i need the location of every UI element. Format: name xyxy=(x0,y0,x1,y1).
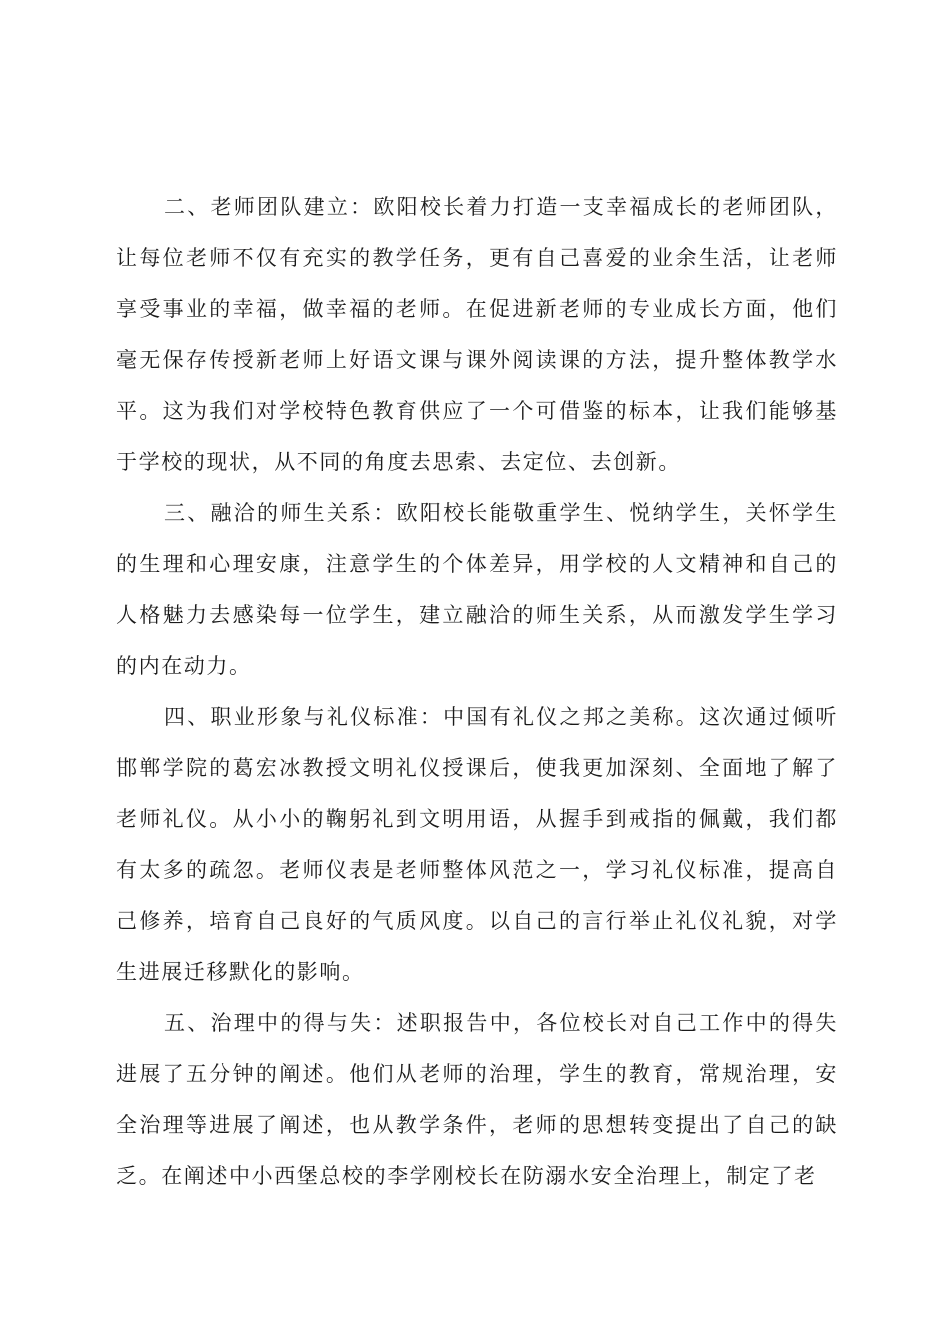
paragraph-teacher-student-relationship: 三、融洽的师生关系：欧阳校长能敬重学生、悦纳学生，关怀学生的生理和心理安康，注意学生的个体差异，用学校的人文精神和自己的人格魅力去感染每一位学生，建立融洽的师生关系，从而激发学生学习的内在动力。 xyxy=(116,501,838,678)
paragraph-etiquette-standards: 四、职业形象与礼仪标准：中国有礼仪之邦之美称。这次通过倾听邯郸学院的葛宏冰教授文明礼仪授课后，使我更加深刻、全面地了解了老师礼仪。从小小的鞠躬礼到文明用语，从握手到戒指的佩戴，我们都有太多的疏忽。老师仪表是老师整体风范之一，学习礼仪标准，提高自己修养，培育自己良好的气质风度。以自己的言行举止礼仪礼貌，对学生进展迁移默化的影响。 xyxy=(116,705,838,984)
paragraph-management-gains-losses: 五、治理中的得与失：述职报告中，各位校长对自己工作中的得失进展了五分钟的阐述。他们从老师的治理，学生的教育，常规治理，安全治理等进展了阐述，也从教学条件，老师的思想转变提出了自己的缺乏。在阐述中小西堡总校的李学刚校长在防溺水安全治理上，制定了老 xyxy=(116,1011,838,1188)
document-body xyxy=(116,182,838,1202)
paragraph-teacher-team: 二、老师团队建立：欧阳校长着力打造一支幸福成长的老师团队，让每位老师不仅有充实的教学任务，更有自己喜爱的业余生活，让老师享受事业的幸福，做幸福的老师。在促进新老师的专业成长方面，他们毫无保存传授新老师上好语文课与课外阅读课的方法，提升整体教学水平。这为我们对学校特色教育供应了一个可借鉴的标本，让我们能够基于学校的现状，从不同的角度去思索、去定位、去创新。 xyxy=(116,195,838,474)
